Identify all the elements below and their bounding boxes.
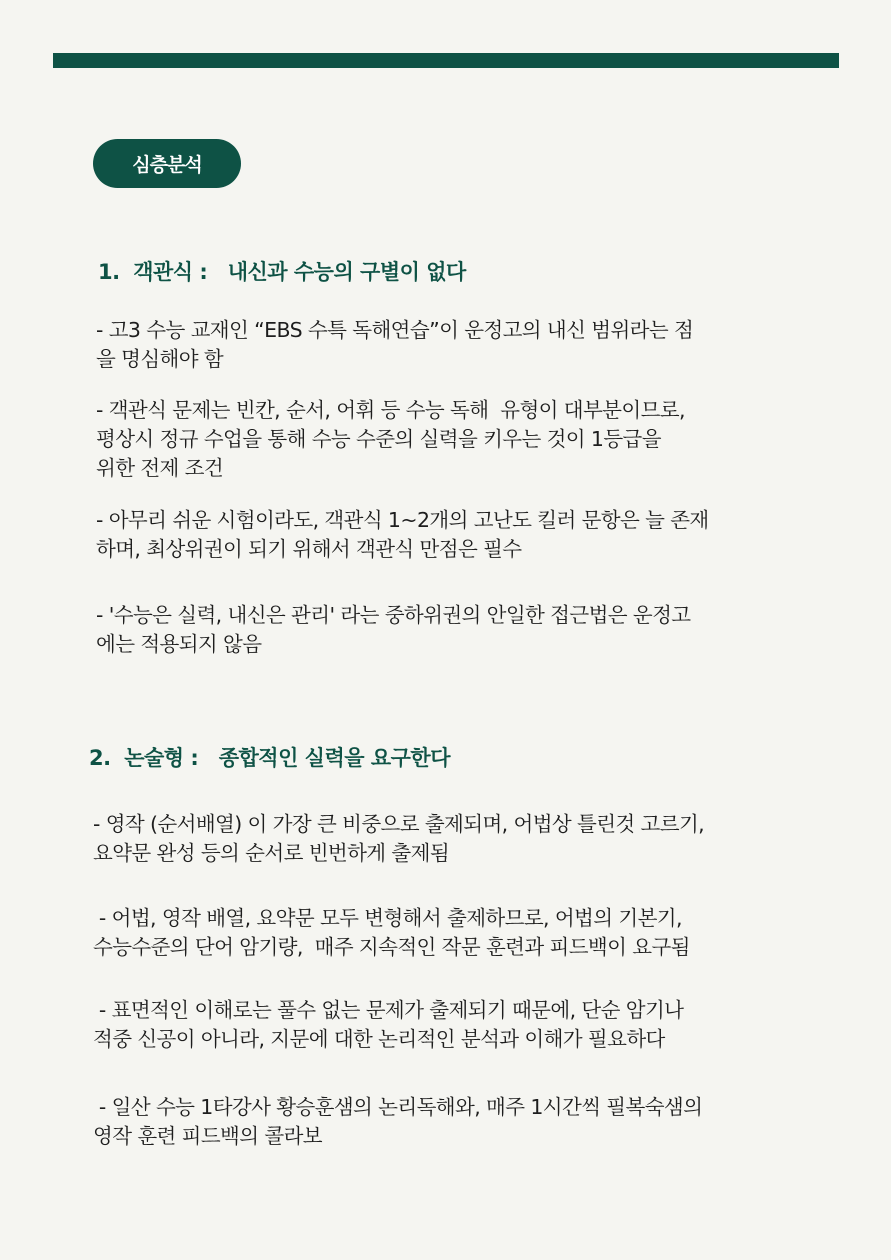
line: 평상시 정규 수업을 통해 수능 수준의 실력을 키우는 것이 1등급을 (96, 427, 661, 451)
line: 하며, 최상위권이 되기 위해서 객관식 만점은 필수 (96, 537, 522, 561)
line: 영작 훈련 피드백의 콜라보 (93, 1124, 322, 1148)
section-2-heading: 2. 논술형 : 종합적인 실력을 요구한다 (89, 746, 450, 770)
section-2-item-4 (93, 1093, 702, 1151)
section-1-item-2 (96, 396, 685, 483)
line: 위한 전제 조건 (96, 456, 224, 480)
section-2-item-2 (93, 904, 690, 962)
line: 수능수준의 단어 암기량, 매주 지속적인 작문 훈련과 피드백이 요구됨 (93, 935, 690, 959)
section-1-heading: 1. 객관식 : 내신과 수능의 구별이 없다 (98, 260, 466, 284)
line: 적중 신공이 아니라, 지문에 대한 논리적인 분석과 이해가 필요하다 (93, 1027, 665, 1051)
category-badge (93, 139, 241, 188)
line: - 아무리 쉬운 시험이라도, 객관식 1~2개의 고난도 킬러 문항은 늘 존재 (96, 508, 709, 532)
line: - 고3 수능 교재인 “EBS 수특 독해연습”이 운정고의 내신 범위라는 점 (96, 318, 694, 342)
line: - '수능은 실력, 내신은 관리' 라는 중하위권의 안일한 접근법은 운정고 (96, 603, 691, 627)
section-2-item-3 (93, 996, 683, 1054)
section-2-item-1 (93, 810, 704, 868)
line: 요약문 완성 등의 순서로 빈번하게 출제됨 (93, 841, 450, 865)
line: - 영작 (순서배열) 이 가장 큰 비중으로 출제되며, 어법상 틀린것 고르기, (93, 812, 705, 836)
line: - 어법, 영작 배열, 요약문 모두 변형해서 출제하므로, 어법의 기본기, (93, 906, 682, 930)
top-accent-bar (53, 53, 839, 68)
line: - 객관식 문제는 빈칸, 순서, 어휘 등 수능 독해 유형이 대부분이므로, (96, 398, 685, 422)
line: 을 명심해야 함 (96, 347, 224, 371)
line: - 표면적인 이해로는 풀수 없는 문제가 출제되기 때문에, 단순 암기나 (93, 998, 684, 1022)
section-1-item-1 (96, 316, 693, 374)
badge-label: 심층분석 (132, 154, 202, 176)
section-1-item-3 (96, 506, 709, 564)
line: - 일산 수능 1타강사 황승훈샘의 논리독해와, 매주 1시간씩 필복숙샘의 (93, 1095, 703, 1119)
line: 에는 적용되지 않음 (96, 632, 262, 656)
section-1-item-4 (96, 601, 691, 659)
